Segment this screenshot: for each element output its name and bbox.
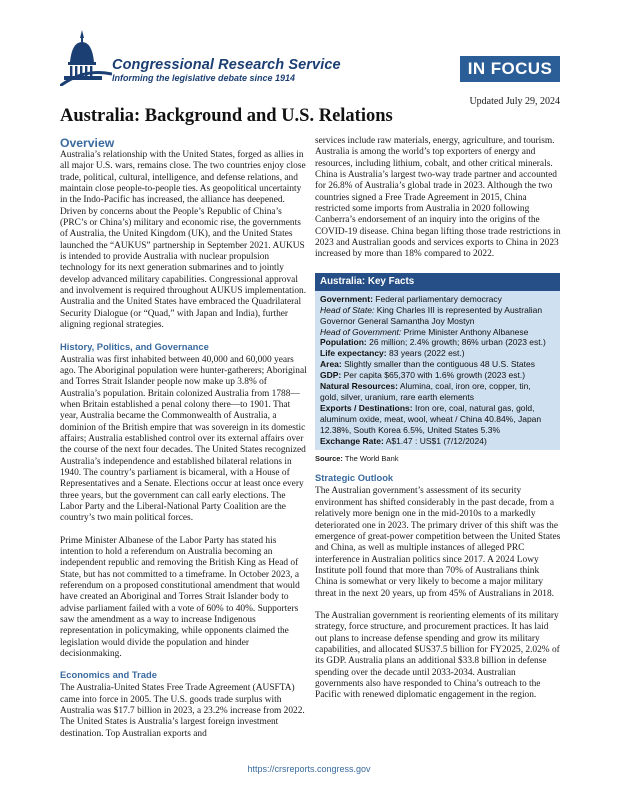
fact-exports-cont-2: 12.38%, South Korea 6.5%, United States 5.3% xyxy=(320,424,501,435)
key-facts-box xyxy=(315,273,560,451)
key-facts-source: Source: The World Bank xyxy=(315,454,399,464)
strategic-paragraph-2: The Australian government is reorienting elements of its military strategy, force structure, and procurement practices. It has laid out plans to increase defense spending and grow its military capabilities, and allocated $US37.5 billion for FY2025, 2.02% of its GDP. Australia plans an additional $33.8 billion in defense spending over the decade until 2033-2034. Australian governments also have responded to China’s outreach to the Pacific with renewed diplomatic engagement in the region. xyxy=(315,610,560,701)
footer-link[interactable]: https://crsreports.congress.gov xyxy=(247,764,371,774)
fact-area: Area: Slightly smaller than the contiguous 48 U.S. States xyxy=(320,359,535,370)
logo-tagline: Informing the legislative debate since 1914 xyxy=(112,73,296,83)
page-title: Australia: Background and U.S. Relations xyxy=(60,106,393,126)
strategic-heading: Strategic Outlook xyxy=(315,472,394,484)
fact-natural-resources: Natural Resources: Alumina, coal, iron ore, copper, tin, xyxy=(320,381,531,392)
fact-gdp: GDP: Per capita $65,370 with 1.6% growth (2023 est.) xyxy=(320,370,526,381)
fact-exports-cont-1: aluminum oxide, meat, wool, wheat / China 40.84%, Japan xyxy=(320,413,542,424)
fact-government: Government: Federal parliamentary democracy xyxy=(320,293,502,304)
updated-date: Updated July 29, 2024 xyxy=(469,96,560,107)
fact-life-expectancy: Life expectancy: 83 years (2022 est.) xyxy=(320,348,465,359)
capitol-dome-logo-icon xyxy=(60,28,112,86)
left-column xyxy=(60,136,307,740)
right-column xyxy=(315,136,562,702)
header xyxy=(0,0,618,110)
fact-head-of-state: Head of State: King Charles III is represented by Australian xyxy=(320,304,543,315)
fact-head-of-state-cont: Governor General Samantha Joy Mostyn xyxy=(320,315,475,326)
overview-heading: Overview xyxy=(60,136,115,150)
history-paragraph-2: Prime Minister Albanese of the Labor Party has stated his intention to hold a referendum on Australia becoming an independent republic and removing the British King as Head of State, but has not committed to a timeframe. In October 2023, a referendum on a proposed constitutional amendment that would have created an Aboriginal and Torres Strait Islander body to advise parliament failed with a vote of 60% to 40%. Supporters saw the amendment as a way to increase Indigenous representation in policymaking, while opponents claimed the legislation would divide the population and hinder decisionmaking. xyxy=(60,535,300,660)
fact-head-of-government: Head of Government: Prime Minister Anthony Albanese xyxy=(320,326,529,337)
economics-paragraph-continued: services include raw materials, energy, agriculture, and tourism. Australia is among the world’s top exporters of energy and resources, including lithium, cobalt, and other critical minerals. China is Australia’s largest two-way trade partner and accounted for 26.8% of Australia’s global trade in 2023. Although the two countries signed a Free Trade Agreement in 2015, China restricted some imports from Australia in 2020 following Canberra’s endorsement of an inquiry into the origins of the COVID-19 disease. China began lifting those trade restrictions in 2023 and Australian goods and services exports to China in 2023 increased by more than 18% compared to 2022. xyxy=(315,136,561,260)
logo-title: Congressional Research Service xyxy=(112,57,341,73)
overview-paragraph: Australia’s relationship with the United States, forged as allies in all major U.S. wars, remains close. The two countries enjoy close trade, political, cultural, intelligence, and defense relations, and maintain close people-to-people ties. As geopolitical uncertainty in the Indo-Pacific has increased, the alliance has deepened. Driven by concerns about the People’s Republic of China’s (PRC’s or China’s) military and economic rise, the governments of Australia, the United Kingdom (UK), and the United States launched the “AUKUS” partnership in September 2021. AUKUS is intended to provide Australia with nuclear propulsion technology for its next generation submarines and to jointly develop advanced military capabilities. Congressional approval and involvement is required throughout AUKUS implementation. Australia and the United States have embraced the Quadrilateral Security Dialogue (or “Quad,” with Japan and India), further aligning regional strategies. xyxy=(60,150,307,331)
fact-population: Population: 26 million; 2.4% growth; 86% urban (2023 est.) xyxy=(320,337,546,348)
in-focus-badge: IN FOCUS xyxy=(460,56,560,82)
fact-exports: Exports / Destinations: Iron ore, coal, natural gas, gold, xyxy=(320,402,535,413)
history-paragraph-1: Australia was first inhabited between 40,000 and 60,000 years ago. The Aboriginal population were hunter-gatherers; Aboriginal and Torres Strait Islander people now make up 3.8% of Australia’s population. Britain colonized Australia from 1788—when Britain established a penal colony there—to 1901. That year, Australia became the Commonwealth of Australia, a dominion of the British empire that was sovereign in its domestic affairs; Australia established control over its external affairs over the course of the next four decades. The United States recognized Australia’s independence and established bilateral relations in 1940. The country’s parliament is bicameral, with a House of Representatives and a Senate. Elections occur at least once every three years, but the government can call early elections. The Labor Party and the Liberal-National Party Coalition are the country’s two main political forces. xyxy=(60,354,307,524)
fact-natural-resources-cont: gold, silver, uranium, rare earth elements xyxy=(320,391,475,402)
economics-heading: Economics and Trade xyxy=(60,669,157,681)
key-facts-heading: Australia: Key Facts xyxy=(315,273,560,291)
strategic-paragraph-1: The Australian government’s assessment of its security environment has shifted considerably in the past decade, from a relatively more benign one in the mid-2010s to a markedly deteriorated one in 2023. The primary driver of this shift was the emergence of great-power competition between the United States and China, as well as multiple instances of alleged PRC interference in Australian politics since 2017. A 2024 Lowy Institute poll found that more than 70% of Australians think China is somewhat or very likely to become a major military threat in the next 20 years, up from 45% of Australians in 2018. xyxy=(315,486,561,599)
history-heading: History, Politics, and Governance xyxy=(60,340,209,352)
fact-exchange-rate: Exchange Rate: A$1.47 : US$1 (7/12/2024) xyxy=(320,435,487,446)
economics-paragraph: The Australia-United States Free Trade Agreement (AUSFTA) came into force in 2005. The U.S. goods trade surplus with Australia was $17.7 billion in 2023, a 23.2% increase from 2022. The United States is Australia’s largest foreign investment destination. Top Australian exports and xyxy=(60,683,305,739)
